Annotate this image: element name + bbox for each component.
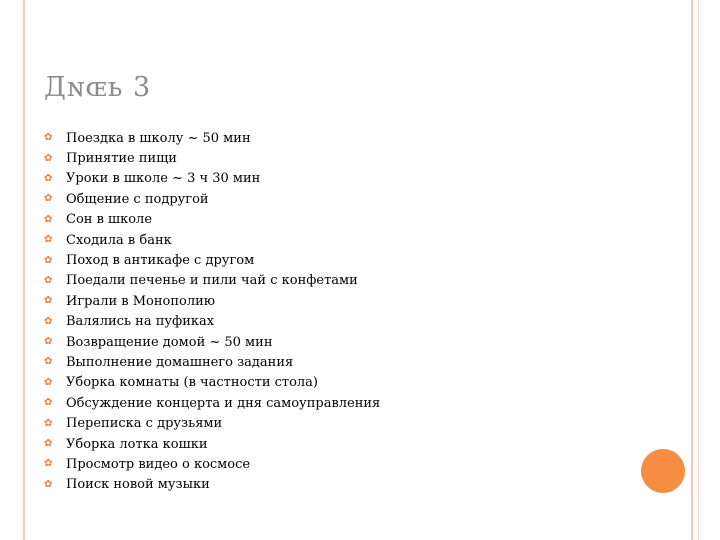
sun-bullet-icon: ✿	[44, 172, 53, 184]
list-item-text: Общение с подругой	[66, 191, 209, 207]
sun-bullet-icon: ✿	[44, 417, 53, 429]
right-frame-line-outer	[698, 0, 699, 540]
list-item-text: Просмотр видео о космосе	[66, 456, 251, 472]
slide-title: Дɴɶь 3	[44, 72, 152, 103]
sun-bullet-icon: ✿	[44, 458, 53, 470]
list-item-text: Сходила в банк	[66, 232, 172, 248]
list-item-text: Уборка комнаты (в частности стола)	[66, 375, 319, 391]
list-item	[44, 312, 380, 332]
list-item-text: Уборка лотка кошки	[66, 436, 208, 452]
list-item	[44, 148, 380, 168]
list-item	[44, 332, 380, 352]
list-item	[44, 393, 380, 413]
list-item-text: Валялись на пуфиках	[66, 314, 215, 330]
list-item-text: Уроки в школе ~ 3 ч 30 мин	[66, 171, 261, 187]
list-item-text: Переписка с друзьями	[66, 416, 223, 432]
sun-bullet-icon: ✿	[44, 234, 53, 246]
sun-bullet-icon: ✿	[44, 254, 53, 266]
sun-bullet-icon: ✿	[44, 295, 53, 307]
sun-bullet-icon: ✿	[44, 356, 53, 368]
list-item-text: Играли в Монополию	[66, 293, 216, 309]
list-item	[44, 230, 380, 250]
list-item	[44, 189, 380, 209]
decorative-orange-circle	[641, 449, 685, 493]
list-item	[44, 352, 380, 372]
list-item	[44, 475, 380, 495]
list-item-text: Выполнение домашнего задания	[66, 354, 294, 370]
sun-bullet-icon: ✿	[44, 438, 53, 450]
activity-list	[44, 128, 380, 495]
list-item	[44, 250, 380, 270]
sun-bullet-icon: ✿	[44, 213, 53, 225]
right-frame-line	[691, 0, 693, 540]
list-item	[44, 454, 380, 474]
sun-bullet-icon: ✿	[44, 478, 53, 490]
sun-bullet-icon: ✿	[44, 193, 53, 205]
sun-bullet-icon: ✿	[44, 376, 53, 388]
list-item	[44, 434, 380, 454]
list-item-text: Обсуждение концерта и дня самоуправления	[66, 395, 381, 411]
list-item	[44, 210, 380, 230]
sun-bullet-icon: ✿	[44, 152, 53, 164]
sun-bullet-icon: ✿	[44, 132, 53, 144]
list-item	[44, 169, 380, 189]
list-item	[44, 291, 380, 311]
sun-bullet-icon: ✿	[44, 336, 53, 348]
list-item-text: Сон в школе	[66, 212, 153, 228]
list-item	[44, 373, 380, 393]
left-frame-line	[23, 0, 25, 540]
list-item	[44, 128, 380, 148]
sun-bullet-icon: ✿	[44, 315, 53, 327]
list-item	[44, 271, 380, 291]
list-item-text: Поиск новой музыки	[66, 477, 210, 493]
list-item-text: Поход в антикафе с другом	[66, 253, 255, 269]
list-item-text: Поездка в школу ~ 50 мин	[66, 130, 251, 146]
sun-bullet-icon: ✿	[44, 397, 53, 409]
list-item-text: Поедали печенье и пили чай с конфетами	[66, 273, 358, 289]
sun-bullet-icon: ✿	[44, 274, 53, 286]
list-item-text: Возвращение домой ~ 50 мин	[66, 334, 273, 350]
list-item	[44, 413, 380, 433]
list-item-text: Принятие пищи	[66, 151, 177, 167]
